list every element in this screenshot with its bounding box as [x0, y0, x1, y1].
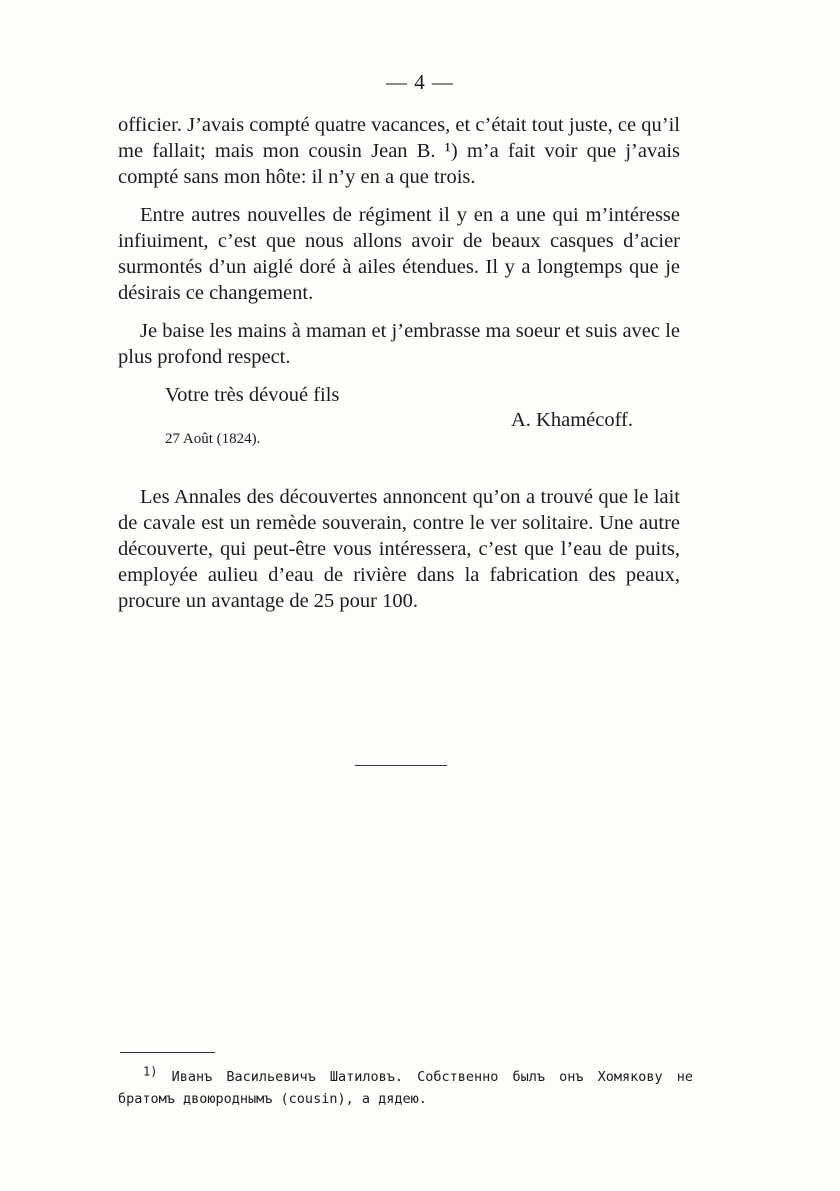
news-body — [118, 484, 680, 626]
letter-date: 27 Août (1824). — [165, 431, 261, 447]
news-paragraph: Les Annales des découvertes annoncent qu’on a trouvé que le lait de cavale est un remède souverain, contre le ver solitaire. Une autre découverte, qui peut-être vous intéressera, c’est que l’eau de puits, employée aulieu d’eau de rivière dans la fabrication des peaux, procure un avantage de 25 pour 100. — [118, 486, 680, 612]
letter-paragraph: officier. J’avais compté quatre vacances, et c’était tout juste, ce qu’il me fallait; mais mon cousin Jean B. ¹) m’a fait voir que j’avais compté sans mon hôte: il n’y en a que trois. — [118, 114, 680, 188]
page-number: — 4 — — [386, 70, 454, 94]
letter-paragraph: Entre autres nouvelles de régiment il y en a une qui m’intéresse infiuiment, c’est que nous allons avoir de beaux casques d’acier surmontés d’un aiglé doré à ailes étendues. Il y a longtemps que je désirais ce changement. — [118, 204, 680, 304]
letter-paragraph: Je baise les mains à maman et j’embrasse ma soeur et suis avec le plus profond respect. — [118, 320, 680, 368]
section-divider — [355, 765, 447, 766]
letter-signature: A. Khamécoff. — [511, 409, 634, 431]
footnote-divider — [120, 1052, 215, 1053]
footnote-marker: 1) — [143, 1064, 158, 1079]
footnote — [118, 1066, 693, 1110]
letter-body — [118, 112, 680, 382]
letter-closing: Votre très dévoué fils — [165, 384, 340, 406]
footnote-text: Иванъ Васильевичъ Шатиловъ. Собственно былъ онъ Хомякову не братомъ двоюроднымъ (cousin), а дядею. — [118, 1069, 693, 1107]
